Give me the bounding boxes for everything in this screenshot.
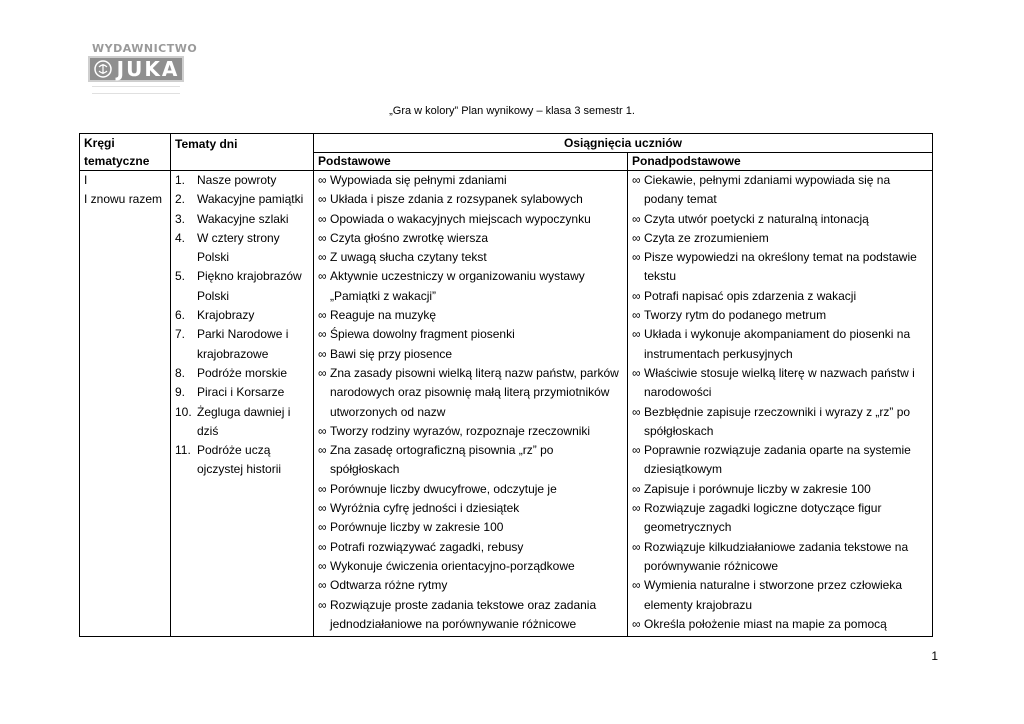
infinity-bullet-icon: ∞ [632, 308, 641, 323]
podstawowe-text: Opowiada o wakacyjnych miejscach wypoczynku [330, 211, 591, 226]
podstawowe-item [318, 267, 623, 306]
infinity-bullet-icon: ∞ [632, 539, 641, 554]
infinity-bullet-icon: ∞ [632, 616, 641, 631]
podstawowe-text: Zna zasadę ortograficzną pisownia „rz” po spółgłoskach [330, 443, 554, 477]
table-row [80, 171, 933, 637]
podstawowe-text: Wypowiada się pełnymi zdaniami [330, 173, 507, 187]
topic-text: Piękno krajobrazów Polski [197, 269, 302, 303]
podstawowe-item [318, 499, 623, 518]
topic-number: 1. [175, 173, 186, 187]
infinity-bullet-icon: ∞ [318, 173, 327, 187]
podstawowe-item [318, 576, 623, 595]
topic-number: 3. [175, 211, 186, 226]
ponadpodstawowe-item [632, 287, 928, 306]
topic-text: W cztery strony Polski [197, 230, 280, 265]
logo-badge [88, 56, 184, 82]
ponadpodstawowe-text: Ciekawie, pełnymi zdaniami wypowiada się na podany temat [644, 173, 891, 207]
page-number: 1 [931, 649, 938, 663]
infinity-bullet-icon: ∞ [318, 578, 327, 593]
header-osiagniecia: Osiągnięcia uczniów [314, 134, 933, 153]
podstawowe-text: Układa i pisze zdania z rozsypanek sylabowych [330, 192, 583, 207]
ponadpodstawowe-item [632, 210, 928, 229]
topic-item [175, 306, 309, 325]
header-tematy: Tematy dni [171, 134, 314, 171]
logo-top-text: WYDAWNICTWO [92, 42, 198, 55]
ponadpodstawowe-item [632, 480, 928, 499]
header-ponadpodstawowe: Ponadpodstawowe [628, 153, 933, 171]
podstawowe-item [318, 306, 623, 325]
topic-item [175, 403, 309, 442]
podstawowe-item [318, 364, 623, 422]
ponadpodstawowe-item [632, 325, 928, 364]
topic-text: Wakacyjne szlaki [197, 211, 289, 226]
podstawowe-text: Reaguje na muzykę [330, 308, 437, 323]
topic-number: 2. [175, 192, 186, 207]
infinity-bullet-icon: ∞ [318, 192, 327, 207]
topic-item [175, 229, 309, 268]
infinity-bullet-icon: ∞ [318, 423, 327, 438]
topics-cell [171, 171, 314, 637]
infinity-bullet-icon: ∞ [632, 173, 641, 187]
topic-item [175, 364, 309, 383]
ponadpodstawowe-text: Bezbłędnie zapisuje rzeczowniki i wyrazy z „rz” po spółgłoskach [644, 404, 911, 438]
ponadpodstawowe-text: Pisze wypowiedzi na określony temat na podstawie tekstu [644, 250, 917, 284]
ponadpodstawowe-text: Właściwie stosuje wielką literę w nazwach państw i narodowości [644, 365, 915, 400]
document-title: „Gra w kolory” Plan wynikowy – klasa 3 semestr 1. [389, 105, 635, 117]
infinity-bullet-icon: ∞ [632, 365, 641, 380]
infinity-bullet-icon: ∞ [318, 269, 327, 284]
krag-cell [80, 171, 171, 637]
topic-text: Parki Narodowe i krajobrazowe [197, 327, 289, 361]
podstawowe-item [318, 538, 623, 557]
infinity-bullet-icon: ∞ [632, 250, 641, 265]
ponadpodstawowe-item [632, 306, 928, 325]
topic-text: Podróże uczą ojczystej historii [197, 443, 282, 477]
podstawowe-list [318, 171, 623, 634]
podstawowe-item [318, 441, 623, 480]
podstawowe-item [318, 171, 623, 190]
infinity-bullet-icon: ∞ [318, 558, 327, 573]
ponadpodstawowe-item [632, 248, 928, 287]
ponadpodstawowe-text: Układa i wykonuje akompaniament do piosenki na instrumentach perkusyjnych [644, 327, 911, 361]
ponadpodstawowe-text: Rozwiązuje zagadki logiczne dotyczące figur geometrycznych [644, 501, 882, 535]
ponadpodstawowe-item [632, 441, 928, 480]
podstawowe-text: Odtwarza różne rytmy [330, 578, 448, 593]
ponadpodstawowe-item [632, 364, 928, 403]
infinity-bullet-icon: ∞ [318, 365, 327, 380]
ponadpodstawowe-list [632, 171, 928, 634]
topic-item [175, 171, 309, 190]
podstawowe-text: Rozwiązuje proste zadania tekstowe oraz zadania jednodziałaniowe na porównywanie różnicowe [330, 597, 597, 631]
infinity-bullet-icon: ∞ [318, 346, 327, 361]
topic-number: 5. [175, 269, 186, 284]
podstawowe-text: Porównuje liczby w zakresie 100 [330, 520, 504, 535]
podstawowe-text: Zna zasady pisowni wielką literą nazw państw, parków narodowych oraz pisownię małą literą przymiotników utworzonych od nazw [330, 365, 619, 419]
podstawowe-item [318, 557, 623, 576]
ponadpodstawowe-item [632, 576, 928, 615]
infinity-bullet-icon: ∞ [318, 443, 327, 458]
logo-underline [92, 86, 180, 94]
infinity-bullet-icon: ∞ [318, 520, 327, 535]
infinity-bullet-icon: ∞ [318, 308, 327, 323]
ponadpodstawowe-text: Potrafi napisać opis zdarzenia z wakacji [644, 288, 857, 303]
topic-item [175, 325, 309, 364]
header-kregi-line1: Kręgi [84, 136, 115, 150]
ponadpodstawowe-item [632, 615, 928, 634]
topic-text: Żegluga dawniej i dziś [197, 404, 291, 438]
topic-number: 6. [175, 308, 186, 323]
header-kregi [80, 134, 171, 171]
topic-text: Wakacyjne pamiątki [197, 192, 304, 207]
infinity-bullet-icon: ∞ [632, 443, 641, 458]
topic-text: Krajobrazy [197, 308, 255, 323]
publisher-emblem-icon [92, 58, 114, 80]
ponadpodstawowe-text: Rozwiązuje kilkudziałaniowe zadania tekstowe na porównywanie różnicowe [644, 539, 909, 573]
topic-number: 9. [175, 385, 186, 400]
infinity-bullet-icon: ∞ [632, 327, 641, 342]
header-row-1 [80, 134, 933, 153]
ponadpodstawowe-item [632, 538, 928, 577]
ponadpodstawowe-text: Poprawnie rozwiązuje zadania oparte na systemie dziesiątkowym [644, 443, 911, 477]
infinity-bullet-icon: ∞ [318, 481, 327, 496]
infinity-bullet-icon: ∞ [632, 230, 641, 245]
topic-item [175, 383, 309, 402]
ponadpodstawowe-item [632, 403, 928, 442]
topic-item [175, 210, 309, 229]
ponadpodstawowe-text: Wymienia naturalne i stworzone przez człowieka elementy krajobrazu [644, 578, 902, 612]
infinity-bullet-icon: ∞ [318, 597, 327, 612]
infinity-bullet-icon: ∞ [318, 501, 327, 516]
topic-text: Piraci i Korsarze [197, 385, 285, 400]
publisher-logo [88, 42, 198, 100]
podstawowe-item [318, 229, 623, 248]
podstawowe-item [318, 325, 623, 344]
topic-text: Nasze powroty [197, 173, 277, 187]
podstawowe-item [318, 480, 623, 499]
podstawowe-item [318, 518, 623, 537]
infinity-bullet-icon: ∞ [318, 230, 327, 245]
ponadpodstawowe-item [632, 499, 928, 538]
infinity-bullet-icon: ∞ [318, 539, 327, 554]
podstawowe-text: Wykonuje ćwiczenia orientacyjno-porządkowe [330, 558, 575, 573]
topic-number: 10. [175, 404, 192, 419]
krag-number: I [84, 173, 88, 187]
podstawowe-item [318, 345, 623, 364]
ponadpodstawowe-cell [628, 171, 933, 637]
topic-item [175, 267, 309, 306]
ponadpodstawowe-text: Czyta ze zrozumieniem [644, 230, 769, 245]
podstawowe-text: Aktywnie uczestniczy w organizowaniu wystawy „Pamiątki z wakacji” [330, 269, 585, 303]
plan-table [79, 133, 933, 637]
topic-number: 8. [175, 365, 186, 380]
ponadpodstawowe-item [632, 171, 928, 210]
podstawowe-item [318, 248, 623, 267]
podstawowe-item [318, 596, 623, 635]
podstawowe-item [318, 210, 623, 229]
ponadpodstawowe-text: Określa położenie miast na mapie za pomocą [644, 616, 887, 631]
podstawowe-cell [314, 171, 628, 637]
podstawowe-text: Czyta głośno zwrotkę wiersza [330, 230, 489, 245]
ponadpodstawowe-text: Zapisuje i porównuje liczby w zakresie 100 [644, 481, 871, 496]
podstawowe-text: Bawi się przy piosence [330, 346, 453, 361]
infinity-bullet-icon: ∞ [632, 211, 641, 226]
header-podstawowe: Podstawowe [314, 153, 628, 171]
podstawowe-text: Wyróżnia cyfrę jedności i dziesiątek [330, 501, 520, 516]
topic-item [175, 190, 309, 209]
topic-number: 11. [175, 443, 191, 458]
infinity-bullet-icon: ∞ [632, 481, 641, 496]
podstawowe-text: Potrafi rozwiązywać zagadki, rebusy [330, 539, 524, 554]
topic-number: 4. [175, 230, 186, 245]
infinity-bullet-icon: ∞ [632, 404, 641, 419]
podstawowe-item [318, 422, 623, 441]
infinity-bullet-icon: ∞ [632, 501, 641, 516]
ponadpodstawowe-text: Czyta utwór poetycki z naturalną intonacją [644, 211, 869, 226]
infinity-bullet-icon: ∞ [632, 578, 641, 593]
infinity-bullet-icon: ∞ [318, 250, 327, 265]
topic-number: 7. [175, 327, 186, 342]
topic-item [175, 441, 309, 480]
infinity-bullet-icon: ∞ [318, 327, 327, 342]
podstawowe-text: Porównuje liczby dwucyfrowe, odczytuje je [330, 481, 557, 496]
ponadpodstawowe-item [632, 229, 928, 248]
topics-list [175, 171, 309, 480]
krag-name: I znowu razem [84, 192, 163, 207]
ponadpodstawowe-text: Tworzy rytm do podanego metrum [644, 308, 827, 323]
infinity-bullet-icon: ∞ [318, 211, 327, 226]
podstawowe-text: Z uwagą słucha czytany tekst [330, 250, 487, 265]
topic-text: Podróże morskie [197, 365, 288, 380]
logo-word: JUKA [116, 57, 180, 81]
podstawowe-item [318, 190, 623, 209]
header-kregi-line2: tematyczne [84, 154, 150, 168]
podstawowe-text: Śpiewa dowolny fragment piosenki [330, 327, 515, 342]
infinity-bullet-icon: ∞ [632, 288, 641, 303]
podstawowe-text: Tworzy rodziny wyrazów, rozpoznaje rzeczowniki [330, 423, 591, 438]
